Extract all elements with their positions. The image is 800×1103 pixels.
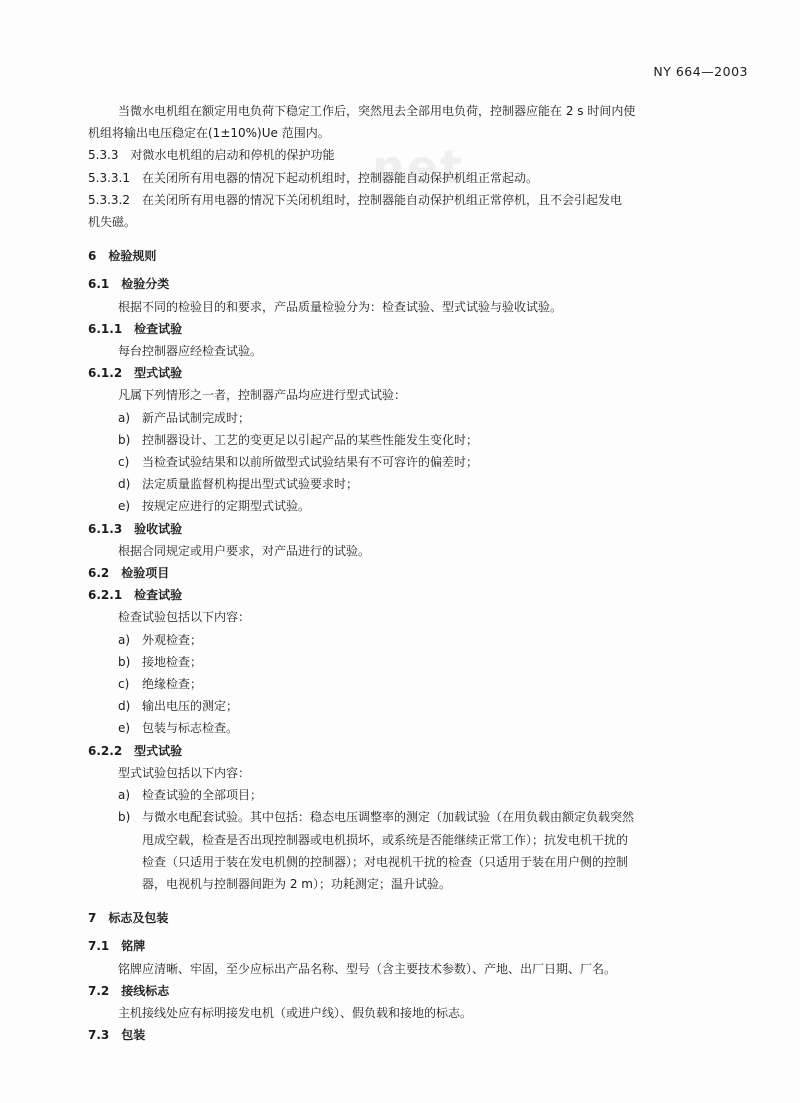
list-text: 输出电压的测定； [142, 699, 239, 714]
list-text: 新产品试制完成时； [142, 410, 251, 425]
list-text: 与微水电配套试验。其中包括：稳态电压调整率的测定（加载试验（在用负载由额定负载突然 [142, 810, 635, 825]
list-item [88, 451, 760, 473]
list-continuation: 甩成空载，检查是否出现控制器或电机损坏，或系统是否能继续正常工作）；抗发电机干扰的 [142, 832, 629, 847]
section-heading: 7 标志及包装 [88, 911, 169, 926]
list-item [88, 784, 760, 806]
list-text: 法定质量监督机构提出型式试验要求时； [142, 477, 359, 492]
list-marker: e) [118, 499, 131, 514]
clause-text: 5.3.3.2 在关闭所有用电器的情况下关闭机组时，控制器能自动保护机组正常停机，且不会引起发电 [88, 192, 622, 207]
list-item [88, 407, 760, 429]
list-marker: a) [118, 788, 131, 803]
list-item [88, 717, 760, 739]
list-text: 按规定应进行的定期型式试验。 [142, 499, 311, 514]
list-marker: c) [118, 455, 130, 470]
paragraph-line: 每台控制器应经检查试验。 [118, 344, 263, 359]
clause-heading: 6.1.1 检查试验 [88, 321, 183, 336]
clause-heading: 6.1 检验分类 [88, 277, 170, 292]
list-marker: d) [118, 699, 131, 714]
list-item [88, 495, 760, 517]
list-text: 检查试验的全部项目； [142, 788, 263, 803]
list-text: 绝缘检查； [142, 677, 203, 692]
paragraph-line: 检查试验包括以下内容： [118, 610, 251, 625]
clause-text: 机失磁。 [88, 215, 137, 230]
list-marker: b) [118, 654, 131, 669]
paragraph-line: 根据合同规定或用户要求，对产品进行的试验。 [118, 543, 371, 558]
paragraph-line: 机组将输出电压稳定在(1±10%)Ue 范围内。 [88, 126, 330, 141]
clause-heading: 7.3 包装 [88, 1028, 146, 1043]
list-item [88, 473, 760, 495]
paragraph-line: 铭牌应清晰、牢固，至少应标出产品名称、型号（含主要技术参数）、产地、出厂日期、厂名。 [118, 961, 617, 976]
section-heading: 6 检验规则 [88, 249, 157, 264]
watermark: net [372, 140, 464, 194]
list-text: 控制器设计、工艺的变更足以引起产品的某些性能发生变化时； [142, 432, 479, 447]
paragraph-line: 凡属下列情形之一者，控制器产品均应进行型式试验： [118, 388, 407, 403]
list-text: 当检查试验结果和以前所做型式试验结果有不可容许的偏差时； [142, 455, 479, 470]
clause-heading: 6.2 检验项目 [88, 566, 170, 581]
list-marker: b) [118, 432, 131, 447]
clause-heading: 6.1.2 型式试验 [88, 366, 183, 381]
list-marker: b) [118, 810, 131, 825]
list-text: 外观检查； [142, 632, 203, 647]
standard-code-header: NY 664—2003 [653, 64, 748, 79]
clause-heading: 6.1.3 验收试验 [88, 521, 183, 536]
list-continuation: 器，电视机与控制器间距为 2 m）；功耗测定；温升试验。 [142, 876, 451, 891]
clause-heading: 5.3.3 对微水电机组的启动和停机的保护功能 [88, 148, 335, 163]
list-item [88, 651, 760, 673]
list-marker: c) [118, 677, 130, 692]
list-marker: a) [118, 632, 131, 647]
list-text: 接地检查； [142, 654, 203, 669]
clause-heading: 7.2 接线标志 [88, 983, 170, 998]
paragraph-line: 主机接线处应有标明接发电机（或进户线）、假负载和接地的标志。 [118, 1005, 473, 1020]
paragraph-line: 当微水电机组在额定用电负荷下稳定工作后，突然甩去全部用电负荷，控制器应能在 2 s 时间内使 [118, 104, 636, 118]
list-marker: a) [118, 410, 131, 425]
list-marker: e) [118, 721, 131, 736]
list-continuation: 检查（只适用于装在发电机侧的控制器）；对电视机干扰的检查（只适用于装在用户侧的控制 [142, 854, 629, 869]
clause-heading: 6.2.2 型式试验 [88, 743, 183, 758]
clause-heading: 7.1 铭牌 [88, 939, 146, 954]
clause-heading: 6.2.1 检查试验 [88, 588, 183, 603]
document-body [88, 100, 760, 1046]
clause-text: 5.3.3.1 在关闭所有用电器的情况下起动机组时，控制器能自动保护机组正常起动。 [88, 170, 538, 185]
list-text: 包装与标志检查。 [142, 721, 239, 736]
paragraph-line: 根据不同的检验目的和要求，产品质量检验分为：检查试验、型式试验与验收试验。 [118, 299, 563, 314]
list-item [88, 673, 760, 695]
list-marker: d) [118, 477, 131, 492]
list-item [88, 806, 760, 828]
list-item [88, 629, 760, 651]
paragraph-line: 型式试验包括以下内容： [118, 765, 251, 780]
list-item [88, 429, 760, 451]
list-item [88, 695, 760, 717]
